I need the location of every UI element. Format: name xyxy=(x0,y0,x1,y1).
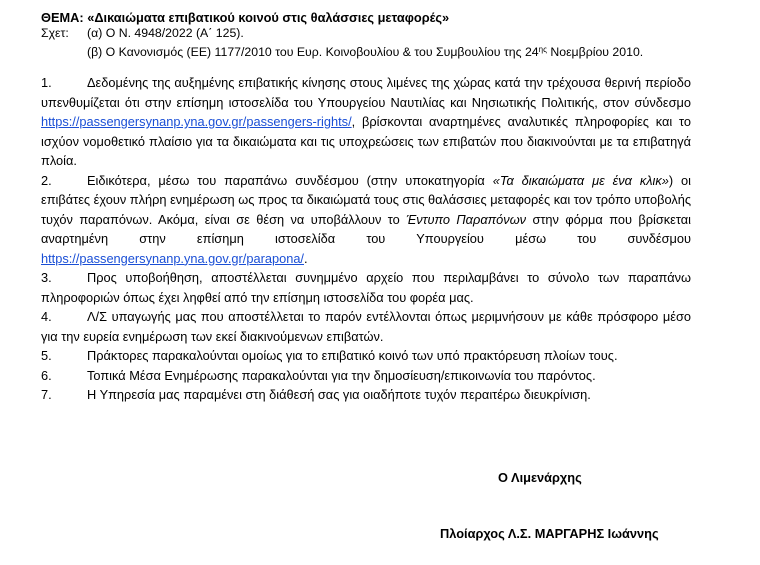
paragraph-4: 4. Λ/Σ υπαγωγής μας που αποστέλλεται το παρόν εντέλλονται όπως μεριμνήσουν με κάθε πρόσφορο μέσο για την ευρεία ενημέρωση των εκεί διακινούμενων επιβατών. xyxy=(41,309,691,344)
complaints-form-link[interactable]: https://passengersynanp.yna.gov.gr/parapona/ xyxy=(41,250,304,266)
paragraph-2: 2. Ειδικότερα, μέσω του παραπάνω συνδέσμου (στην υποκατηγορία «Τα δικαιώματα με ένα κλικ») οι επιβάτες έχουν πλήρη ενημέρωση ως προς τα δικαιώματά τους στις θαλάσσιες μεταφορές και τον τρόπο υποβολής τυχόν παραπόνων. Ακόμα, είναι σε θέση να υποβάλλουν το Έντυπο Παραπόνων στην φόρμα που βρίσκεται αναρτημένη στην επίσημη ιστοσελίδα του Υπουργείου μέσω του συνδέσμου https://passengersynanp.yna.gov.gr/parapona/. xyxy=(41,172,691,266)
references-block xyxy=(41,24,643,62)
reference-a: Σχετ: (α) Ο Ν. 4948/2022 (Α΄ 125). xyxy=(41,24,643,43)
signature-name: Πλοίαρχος Λ.Σ. ΜΑΡΓΑΡΗΣ Ιωάννης xyxy=(440,526,659,541)
signature-title: Ο Λιμενάρχης xyxy=(498,470,582,485)
paragraph-7: 7. Η Υπηρεσία μας παραμένει στη διάθεσή σας για οιαδήποτε τυχόν περαιτέρω διευκρίνιση. xyxy=(41,387,591,402)
document-subject: ΘΕΜΑ: «Δικαιώματα επιβατικού κοινού στις θαλάσσιες μεταφορές» xyxy=(41,10,450,25)
paragraph-5: 5. Πράκτορες παρακαλούνται ομοίως για το επιβατικό κοινό των υπό πρακτόρευση πλοίων τους. xyxy=(41,348,618,363)
references-label: Σχετ: xyxy=(41,26,69,40)
reference-b: (β) Ο Κανονισμός (ΕΕ) 1177/2010 του Ευρ. Κοινοβουλίου & του Συμβουλίου της $24^{\eta\varsigma}$ Νοεμβρίου 2010. xyxy=(87,45,644,59)
paragraph-1: 1. Δεδομένης της αυξημένης επιβατικής κίνησης στους λιμένες της χώρας κατά την τρέχουσα θερινή περίοδο υπενθυμίζεται ότι στην επίσημη ιστοσελίδα του Υπουργείου Ναυτιλίας και Νησιωτικής Πολιτικής, στον σύνδεσμο https://passengersynanp.yna.gov.gr/passengers-rights/, βρίσκονται αναρτημένες αναλυτικές πληροφορίες και το ισχύον νομοθετικό πλαίσιο για τα δικαιώματα και τις υποχρεώσεις των επιβατών που διακινούνται με τα επιβατηγά πλοία. xyxy=(41,75,691,168)
document-body xyxy=(41,73,691,405)
paragraph-3: 3. Προς υποβοήθηση, αποστέλλεται συνημμένο αρχείο που περιλαμβάνει το σύνολο των παραπάνω πληροφοριών όπως έχει ληφθεί από την επίσημη ιστοσελίδα του φορέα μας. xyxy=(41,270,691,305)
paragraph-6: 6. Τοπικά Μέσα Ενημέρωσης παρακαλούνται για την δημοσίευση/επικοινωνία του παρόντος. xyxy=(41,367,596,383)
passengers-rights-link[interactable]: https://passengersynanp.yna.gov.gr/passengers-rights/ xyxy=(41,114,352,129)
